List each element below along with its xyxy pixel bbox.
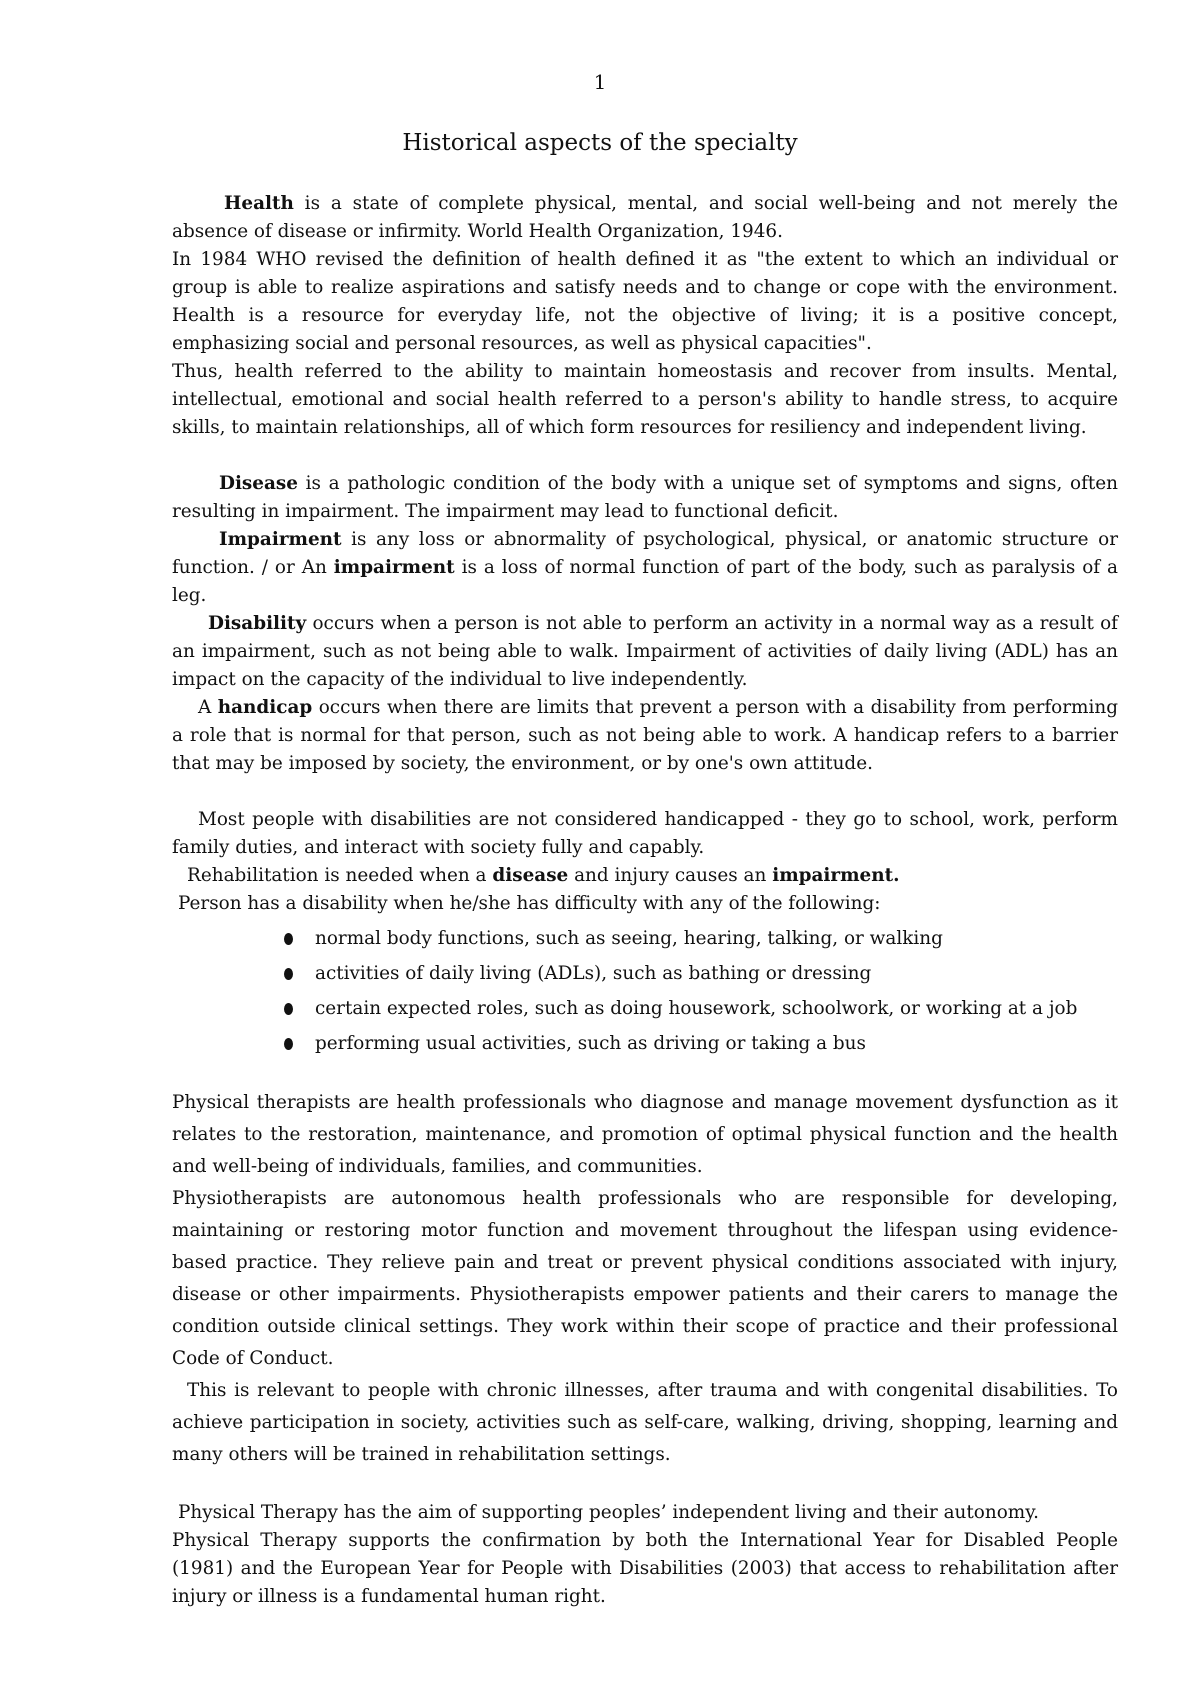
person-has-paragraph: Person has a disability when he/she has difficulty with any of the following: <box>178 893 881 914</box>
aim-paragraph: Physical Therapy has the aim of supporting peoples’ independent living and their autonomy. <box>178 1502 1040 1523</box>
disease-definition: Disease is a pathologic condition of the body with a unique set of symptoms and signs, often resulting in impairment. The impairment may lead to functional deficit. <box>172 473 1118 522</box>
bullet-list <box>172 921 1118 1061</box>
page-number: 1 <box>593 70 607 94</box>
bullet-icon <box>284 933 293 945</box>
list-item: certain expected roles, such as doing housework, schoolwork, or working at a job <box>280 991 1118 1026</box>
term-impairment: Impairment <box>219 529 342 550</box>
health-definition: Health is a state of complete physical, mental, and social well-being and not merely the absence of disease or infirmity. World Health Organization, 1946. <box>172 193 1118 242</box>
document-body <box>172 190 1118 1611</box>
list-item: activities of daily living (ADLs), such as bathing or dressing <box>280 956 1118 991</box>
list-item: performing usual activities, such as driving or taking a bus <box>280 1026 1118 1061</box>
relevance-paragraph: This is relevant to people with chronic illnesses, after trauma and with congenital disabilities. To achieve participation in society, activities such as self-care, walking, driving, shopping, learning and many others will be trained in rehabilitation settings. <box>172 1380 1118 1465</box>
spacer <box>172 442 1118 470</box>
spacer <box>172 1061 1118 1087</box>
health-summary: Thus, health referred to the ability to maintain homeostasis and recover from insults. Mental, intellectual, emotional and social health referred to a person's ability to handle stress, to acquire skills, to maintain relationships, all of which form resources for resiliency and independent living. <box>172 361 1118 438</box>
term-disease-2: disease <box>492 865 569 886</box>
spacer <box>172 1471 1118 1499</box>
pt-definition: Physical therapists are health professionals who diagnose and manage movement dysfunction as it relates to the restoration, maintenance, and promotion of optimal physical function and the health and well-being of individuals, families, and communities. <box>172 1092 1118 1177</box>
list-item: normal body functions, such as seeing, hearing, talking, or walking <box>280 921 1118 956</box>
term-disease: Disease <box>219 473 298 494</box>
impairment-definition: Impairment is any loss or abnormality of psychological, physical, or anatomic structure or function. / or An impairment is a loss of normal function of part of the body, such as paralysis of a leg. <box>172 529 1118 606</box>
supports-paragraph: Physical Therapy supports the confirmation by both the International Year for Disabled People (1981) and the European Year for People with Disabilities (2003) that access to rehabilitation after injury or illness is a fundamental human right. <box>172 1530 1118 1607</box>
term-impairment-2: impairment <box>333 557 455 578</box>
physio-definition: Physiotherapists are autonomous health professionals who are responsible for developing, maintaining or restoring motor function and movement throughout the lifespan using evidence-based practice. They relieve pain and treat or prevent physical conditions associated with injury, disease or other impairments. Physiotherapists empower patients and their carers to manage the condition outside clinical settings. They work within their scope of practice and their professional Code of Conduct. <box>172 1188 1118 1369</box>
disability-definition: Disability occurs when a person is not able to perform an activity in a normal way as a result of an impairment, such as not being able to walk. Impairment of activities of daily living (ADL) has an impact on the capacity of the individual to live independently. <box>172 613 1118 690</box>
rehab-paragraph: Rehabilitation is needed when a disease and injury causes an impairment. <box>187 865 900 886</box>
term-disability: Disability <box>208 613 307 634</box>
bullet-icon <box>284 1003 293 1015</box>
spacer <box>172 778 1118 806</box>
page-title: Historical aspects of the specialty <box>402 130 798 156</box>
term-handicap: handicap <box>217 697 313 718</box>
term-health: Health <box>224 193 294 214</box>
handicap-definition: A handicap occurs when there are limits that prevent a person with a disability from performing a role that is normal for that person, such as not being able to work. A handicap refers to a barrier that may be imposed by society, the environment, or by one's own attitude. <box>172 697 1118 774</box>
bullet-icon <box>284 1038 293 1050</box>
physical-therapy-section <box>172 1087 1118 1471</box>
bullet-icon <box>284 968 293 980</box>
most-people-paragraph: Most people with disabilities are not considered handicapped - they go to school, work, perform family duties, and interact with society fully and capably. <box>172 809 1118 858</box>
who-1984-definition: In 1984 WHO revised the definition of health defined it as "the extent to which an individual or group is able to realize aspirations and satisfy needs and to change or cope with the environment. Health is a resource for everyday life, not the objective of living; it is a positive concept, emphasizing social and personal resources, as well as physical capacities". <box>172 249 1118 354</box>
term-impairment-3: impairment. <box>772 865 900 886</box>
